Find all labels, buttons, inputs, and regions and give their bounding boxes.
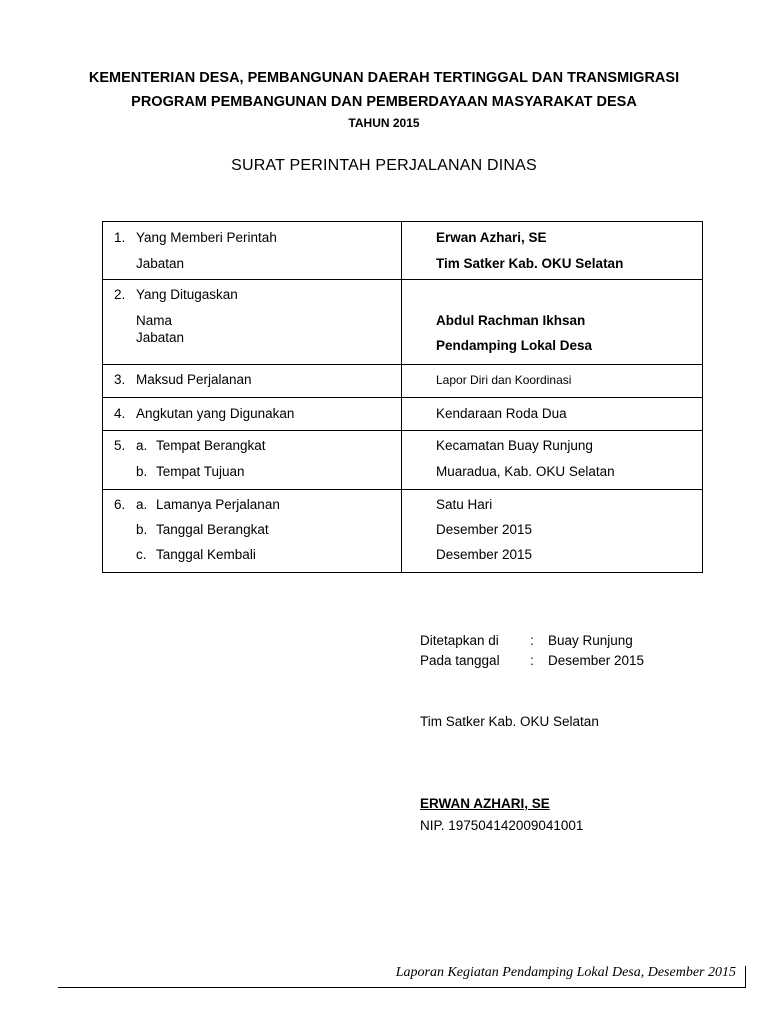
- row5-a-marker: a.: [136, 438, 148, 453]
- row5-b-label: Tempat Tujuan: [156, 464, 245, 479]
- row2-label: Yang Ditugaskan: [136, 287, 238, 302]
- place-colon: :: [530, 633, 534, 648]
- row3-number: 3.: [114, 372, 126, 387]
- row3-label: Maksud Perjalanan: [136, 372, 252, 387]
- header-program: PROGRAM PEMBANGUNAN DAN PEMBERDAYAAN MASYARAKAT DESA: [131, 94, 637, 110]
- table-row-1: [103, 222, 703, 280]
- row5-number: 5.: [114, 438, 126, 453]
- row1-value: Erwan Azhari, SE: [436, 230, 547, 245]
- row1-sublabel: Jabatan: [136, 256, 185, 271]
- row6-number: 6.: [114, 497, 126, 512]
- row6-value1: Satu Hari: [436, 497, 493, 512]
- signer-name: ERWAN AZHARI, SE: [420, 796, 550, 811]
- header-year: TAHUN 2015: [348, 116, 420, 130]
- row5-a-label: Tempat Berangkat: [156, 438, 266, 453]
- date-value: Desember 2015: [548, 653, 645, 668]
- row4-value: Kendaraan Roda Dua: [436, 406, 567, 421]
- footer-divider: [58, 987, 746, 988]
- row6-value3: Desember 2015: [436, 547, 533, 562]
- travel-order-table: [102, 221, 703, 573]
- row4-number: 4.: [114, 406, 126, 421]
- row6-b-label: Tanggal Berangkat: [156, 522, 269, 537]
- document-title: SURAT PERINTAH PERJALANAN DINAS: [231, 157, 537, 174]
- row1-value2: Tim Satker Kab. OKU Selatan: [436, 256, 624, 271]
- header-ministry: KEMENTERIAN DESA, PEMBANGUNAN DAERAH TERTINGGAL DAN TRANSMIGRASI: [88, 70, 680, 86]
- date-colon: :: [530, 653, 534, 668]
- row1-label: Yang Memberi Perintah: [136, 230, 277, 245]
- place-value: Buay Runjung: [548, 633, 633, 648]
- table-row-5: [103, 431, 703, 490]
- row2-value-name: Abdul Rachman Ikhsan: [436, 313, 586, 328]
- table-row-4: [103, 398, 703, 431]
- row6-b-marker: b.: [136, 522, 148, 537]
- row6-a-marker: a.: [136, 497, 148, 512]
- row2-number: 2.: [114, 287, 126, 302]
- table-row-6: [103, 490, 703, 573]
- row6-value2: Desember 2015: [436, 522, 533, 537]
- row6-a-label: Lamanya Perjalanan: [156, 497, 280, 512]
- signer-nip: NIP. 197504142009041001: [420, 818, 584, 833]
- row3-value: Lapor Diri dan Koordinasi: [436, 373, 572, 387]
- signer-organization: Tim Satker Kab. OKU Selatan: [420, 714, 599, 729]
- row6-c-label: Tanggal Kembali: [156, 547, 256, 562]
- table-row-3: [103, 365, 703, 398]
- row2-sublabel-nama: Nama: [136, 313, 173, 328]
- row5-value1: Kecamatan Buay Runjung: [436, 438, 593, 453]
- footer-divider-vertical: [745, 966, 746, 988]
- date-label: Pada tanggal: [420, 653, 500, 668]
- row5-value2: Muaradua, Kab. OKU Selatan: [436, 464, 615, 479]
- row1-number: 1.: [114, 230, 126, 245]
- row5-b-marker: b.: [136, 464, 148, 479]
- place-label: Ditetapkan di: [420, 633, 499, 648]
- row2-value-position: Pendamping Lokal Desa: [436, 338, 593, 353]
- table-row-2: [103, 280, 703, 365]
- footer-caption: Laporan Kegiatan Pendamping Lokal Desa, Desember 2015: [395, 965, 736, 980]
- row2-sublabel-jabatan: Jabatan: [136, 330, 185, 345]
- row4-label: Angkutan yang Digunakan: [136, 406, 295, 421]
- row6-c-marker: c.: [136, 547, 147, 562]
